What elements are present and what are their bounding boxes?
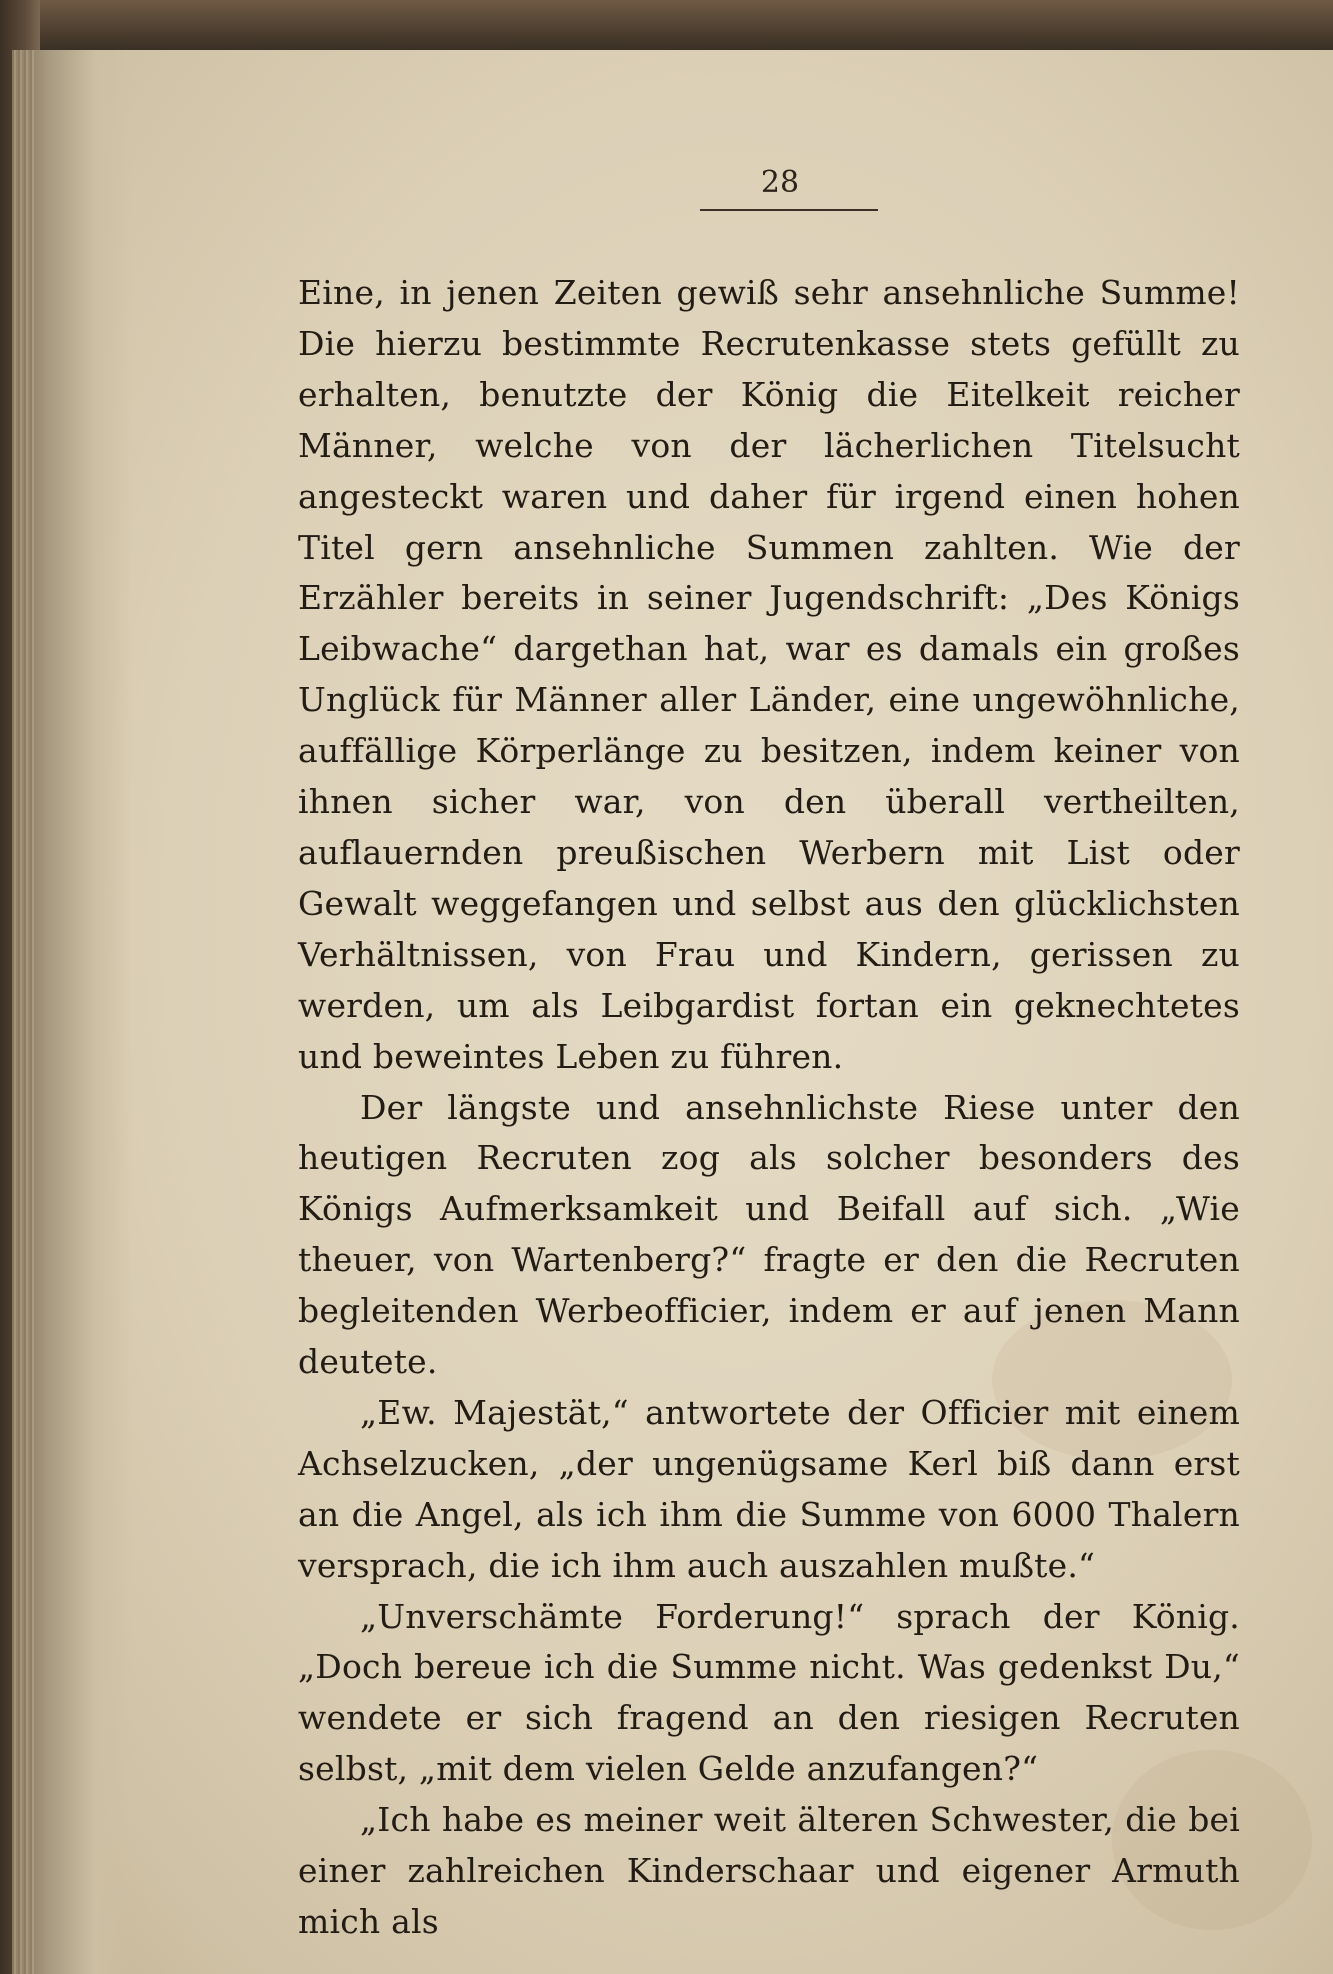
paragraph: Der längste und ansehnlichste Riese unter den heutigen Recruten zog als solcher besonders des Königs Aufmerksamkeit und Beifall auf sich. „Wie theuer, von Wartenberg?“ fragte er den die Recruten begleitenden Werbeofficier, indem er auf jenen Mann deutete. bbox=[298, 1087, 1240, 1382]
page-stack-edges bbox=[12, 50, 36, 1974]
paragraph: „Ich habe es meiner weit älteren Schwester, die bei einer zahlreichen Kinderschaar und eigener Armuth mich als bbox=[298, 1800, 1240, 1941]
header-rule bbox=[700, 209, 878, 211]
page-body-text bbox=[298, 268, 1240, 1948]
paragraph: „Ew. Majestät,“ antwortete der Officier mit einem Achselzucken, „der ungenügsame Kerl biß dann erst an die Angel, als ich ihm die Summe von 6000 Thalern versprach, die ich ihm auch auszahlen mußte.“ bbox=[298, 1392, 1240, 1585]
paragraph: „Unverschämte Forderung!“ sprach der König. „Doch bereue ich die Summe nicht. Was gedenkst Du,“ wendete er sich fragend an den riesigen Recruten selbst, „mit dem vielen Gelde anzufangen?“ bbox=[298, 1596, 1240, 1789]
page-number: 28 bbox=[760, 165, 800, 200]
paragraph: Eine, in jenen Zeiten gewiß sehr ansehnliche Summe! Die hierzu bestimmte Recrutenkasse stets gefüllt zu erhalten, benutzte der König die Eitelkeit reicher Männer, welche von der lächerlichen Titelsucht angesteckt waren und daher für irgend einen hohen Titel gern ansehnliche Summen zahlten. Wie der Erzähler bereits in seiner Jugendschrift: „Des Königs Leibwache“ dargethan hat, war es damals ein großes Unglück für Männer aller Länder, eine ungewöhnliche, auffällige Körperlänge zu besitzen, indem keiner von ihnen sicher war, von den überall vertheilten, auflauernden preußischen Werbern mit List oder Gewalt weggefangen und selbst aus den glücklichsten Verhältnissen, von Frau und Kindern, gerissen zu werden, um als Leibgardist fortan ein geknechtetes und beweintes Leben zu führen. bbox=[298, 273, 1240, 1076]
